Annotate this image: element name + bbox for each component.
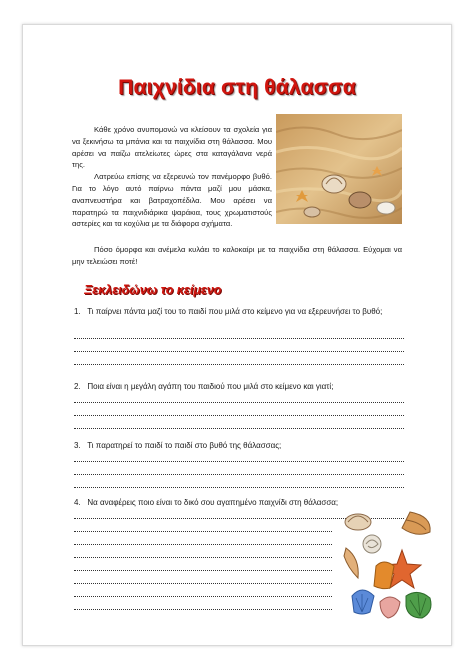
answer-line[interactable] [74, 601, 332, 610]
question-2: 2. Ποια είναι η μεγάλη αγάπη του παιδιού που μιλά στο κείμενο και γιατί; [74, 382, 334, 391]
sand-shells-photo [276, 114, 402, 224]
question-4: 4. Να αναφέρεις ποιο είναι το δικό σου αγαπημένο παιχνίδι στη θάλασσα; [74, 498, 339, 507]
answer-line[interactable] [74, 407, 404, 416]
intro-paragraph-1: Κάθε χρόνο ανυπομονώ να κλείσουν τα σχολεία για να ξεκινήσω τα μπάνια και τα παιχνίδια στη θάλασσα. Μου αρέσει να παίζω ατελείωτες ώρες στα καταγάλανα νερά της. [72, 125, 272, 170]
answer-line[interactable] [74, 549, 332, 558]
answer-line[interactable] [74, 466, 404, 475]
question-3: 3. Τι παρατηρεί το παιδί το παιδί στο βυθό της θάλασσας; [74, 441, 282, 450]
page-title: Παιχνίδια στη θάλασσα [118, 76, 356, 99]
answer-line[interactable] [74, 479, 404, 488]
closing-paragraph: Πόσο όμορφα και ανέμελα κυλάει το καλοκαίρι με τα παιχνίδια στη θάλασσα. Εύχομαι να μην τελειώσει ποτέ! [72, 245, 402, 266]
seashells-illustration [340, 508, 440, 626]
answer-line[interactable] [74, 394, 404, 403]
answer-line[interactable] [74, 523, 332, 532]
answer-line[interactable] [74, 536, 332, 545]
section-subtitle: Ξεκλειδώνω το κείμενο [84, 283, 222, 297]
answer-line[interactable] [74, 575, 332, 584]
answer-line[interactable] [74, 343, 404, 352]
answer-line[interactable] [74, 330, 404, 339]
answer-line[interactable] [74, 420, 404, 429]
answer-line[interactable] [74, 453, 404, 462]
answer-line[interactable] [74, 562, 332, 571]
intro-paragraph-2: Λατρεύω επίσης να εξερευνώ τον πανέμορφο βυθό. Για το λόγο αυτό παίρνω πάντα μαζί μου μάσκα, αναπνευστήρα και βατραχοπέδιλα. Μου αρέσει να παρατηρώ τα παιχνιδιάρικα ψαράκια, τους χρωματιστούς αστερίες και τα κοχύλια με τα διάφορα σχήματα. [72, 172, 272, 229]
intro-text [72, 124, 272, 230]
answer-line[interactable] [74, 356, 404, 365]
question-1: 1. Τι παίρνει πάντα μαζί του το παιδί που μιλά στο κείμενο για να εξερευνήσει το βυθό; [74, 307, 383, 316]
answer-line[interactable] [74, 588, 332, 597]
